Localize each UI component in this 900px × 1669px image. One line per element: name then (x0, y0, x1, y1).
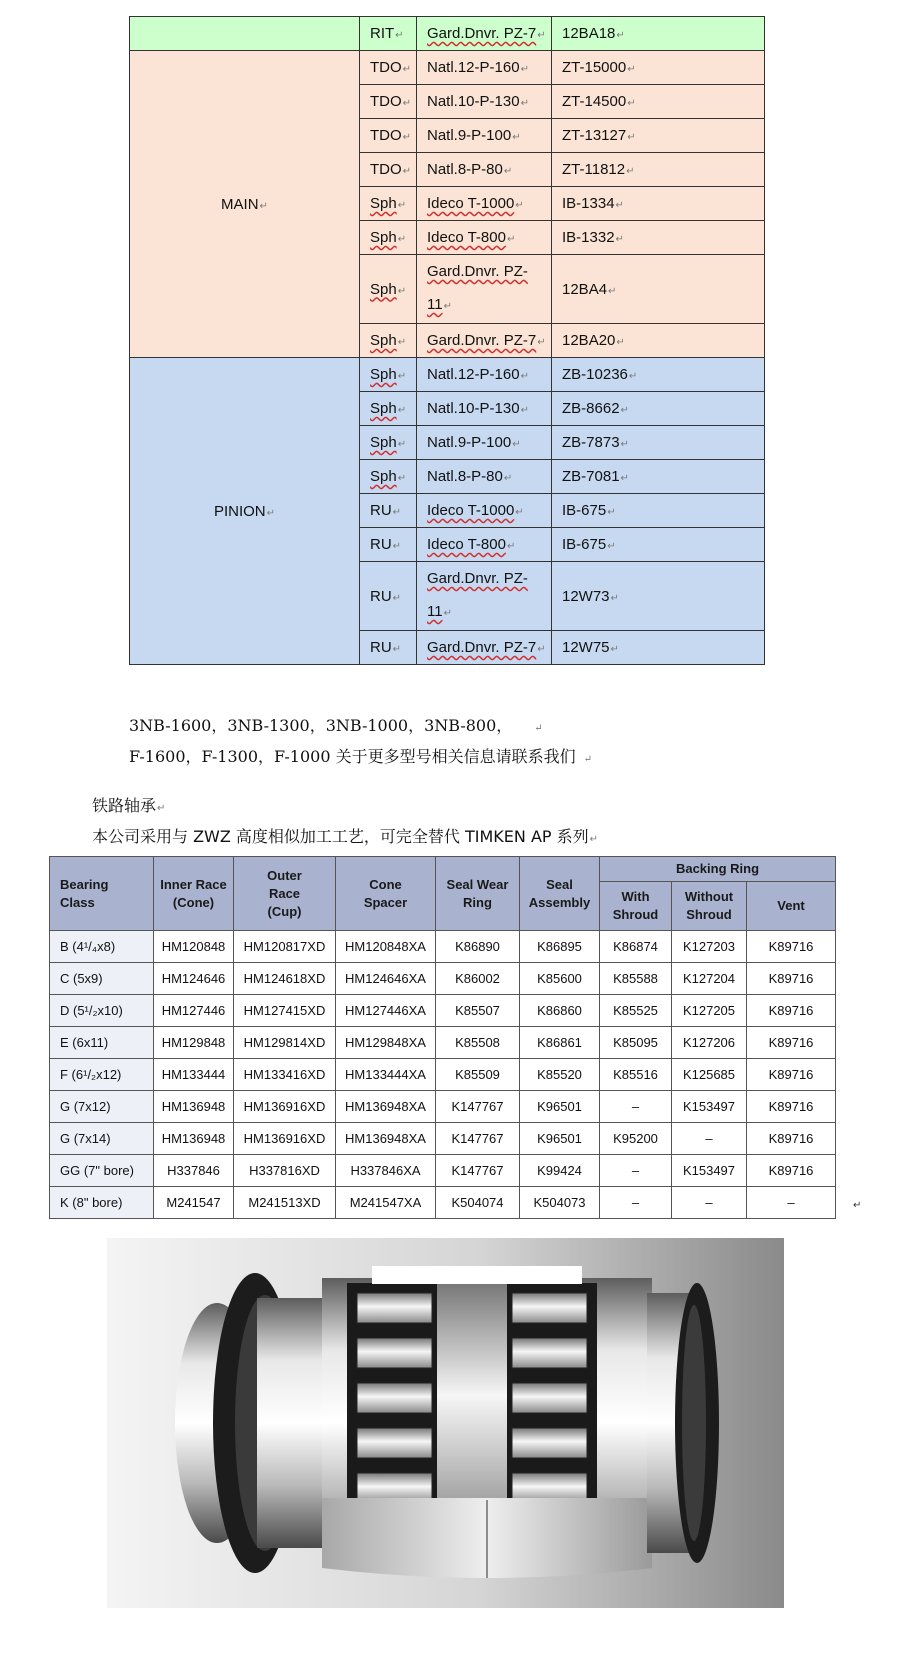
part-number-cell: K89716 (747, 1027, 836, 1059)
part-number-cell: IB-1334↵ (552, 187, 765, 221)
type-text: RU (370, 536, 392, 553)
part-number-cell: K85516 (600, 1059, 672, 1091)
rig-model-cell: Natl.10-P-130↵ (417, 392, 552, 426)
model-text: Natl.9-P-100 (427, 434, 512, 451)
bearing-type-cell: RIT↵ (360, 17, 417, 51)
type-text: TDO (370, 161, 402, 178)
part-number-cell: – (600, 1155, 672, 1187)
model-text: Natl.8-P-80 (427, 161, 503, 178)
header-vent (747, 882, 836, 931)
bearing-type-cell: RU↵ (360, 631, 417, 665)
rig-model-cell: Natl.8-P-80↵ (417, 153, 552, 187)
part-number-cell: M241513XD (234, 1187, 336, 1219)
model-text: Natl.9-P-100 (427, 127, 512, 144)
part-number-cell: HM124618XD (234, 963, 336, 995)
header-text: Bearing Class (60, 876, 109, 910)
part-text: ZB-7081 (562, 468, 620, 485)
model-text: Gard.Dnvr. PZ-7 (427, 639, 537, 656)
part-number-cell: K96501 (520, 1123, 600, 1155)
bearing-type-cell: Sph↵ (360, 460, 417, 494)
header-seal-assembly (520, 857, 600, 931)
part-number-cell: K89716 (747, 995, 836, 1027)
header-text: Outer Race (Cup) (267, 867, 302, 919)
part-number-cell: K85520 (520, 1059, 600, 1091)
header-outer-race (234, 857, 336, 931)
header-text: Cone Spacer (363, 876, 408, 910)
part-number-cell: K96501 (520, 1091, 600, 1123)
bearing-class-cell: D (5¹/₂x10) (50, 995, 154, 1027)
part-text: ZB-7873 (562, 434, 620, 451)
part-number-cell: K95200 (600, 1123, 672, 1155)
part-number-cell: K85507 (436, 995, 520, 1027)
bearing-class-cell: GG (7" bore) (50, 1155, 154, 1187)
rig-model-cell: Gard.Dnvr. PZ-11↵ (417, 562, 552, 631)
part-number-cell: K89716 (747, 1091, 836, 1123)
part-number-cell: – (747, 1187, 836, 1219)
bearing-type-cell: TDO↵ (360, 85, 417, 119)
part-number-cell: K86890 (436, 931, 520, 963)
part-number-cell: HM124646XA (336, 963, 436, 995)
part-number-cell: K89716 (747, 931, 836, 963)
part-text: IB-675 (562, 536, 607, 553)
part-number-cell: HM136948XA (336, 1123, 436, 1155)
table-row (50, 931, 836, 963)
table-row (130, 17, 765, 51)
part-number-cell: IB-1332↵ (552, 221, 765, 255)
group-label-main: MAIN↵ (130, 51, 360, 358)
part-number-cell: 12W73↵ (552, 562, 765, 631)
rig-model-cell: Natl.10-P-130↵ (417, 85, 552, 119)
rig-model-cell: Gard.Dnvr. PZ-7↵ (417, 324, 552, 358)
part-number-cell: K125685 (672, 1059, 747, 1091)
model-text: Natl.10-P-130 (427, 400, 520, 417)
type-text: Sph (370, 332, 397, 349)
part-number-cell: K153497 (672, 1155, 747, 1187)
rig-model-cell: Gard.Dnvr. PZ-7↵ (417, 631, 552, 665)
bearing-type-cell: Sph↵ (360, 187, 417, 221)
part-number-cell: K127204 (672, 963, 747, 995)
part-number-cell: K86860 (520, 995, 600, 1027)
type-text: TDO (370, 59, 402, 76)
model-text: Gard.Dnvr. PZ-11 (427, 570, 528, 620)
group-label-pinion: PINION↵ (130, 358, 360, 665)
model-text: Ideco T-1000 (427, 195, 515, 212)
table-row (50, 1187, 836, 1219)
part-number-cell: HM136916XD (234, 1091, 336, 1123)
type-text: Sph (370, 280, 397, 298)
part-number-cell: K85600 (520, 963, 600, 995)
rig-model-cell: Natl.9-P-100↵ (417, 119, 552, 153)
part-number-cell: 12BA18↵ (552, 17, 765, 51)
bearing-model-table (129, 16, 765, 665)
part-number-cell: M241547XA (336, 1187, 436, 1219)
bearing-type-cell: Sph↵ (360, 324, 417, 358)
bearing-type-cell: TDO↵ (360, 153, 417, 187)
bearing-type-cell: RU↵ (360, 562, 417, 631)
part-number-cell: H337846 (154, 1155, 234, 1187)
part-number-cell: K89716 (747, 1155, 836, 1187)
part-number-cell: K153497 (672, 1091, 747, 1123)
header-cone-spacer (336, 857, 436, 931)
table-row (130, 358, 765, 392)
bearing-type-cell: TDO↵ (360, 119, 417, 153)
part-number-cell: M241547 (154, 1187, 234, 1219)
section-description: 本公司采用与 ZWZ 高度相似加工工艺，可完全替代 TIMKEN AP 系列↵ (92, 827, 599, 846)
type-text: TDO (370, 93, 402, 110)
rig-model-cell: Gard.Dnvr. PZ-7↵ (417, 17, 552, 51)
bearing-type-cell: Sph↵ (360, 392, 417, 426)
part-text: ZT-11812 (562, 161, 626, 178)
railway-bearing-photo (107, 1238, 784, 1608)
rig-model-cell: Ideco T-1000↵ (417, 494, 552, 528)
model-text: Gard.Dnvr. PZ-11 (427, 263, 528, 313)
header-backing-ring: Backing Ring (600, 857, 836, 882)
bearing-class-cell: B (4¹/₄x8) (50, 931, 154, 963)
table-row (50, 995, 836, 1027)
table-row (50, 1091, 836, 1123)
part-number-cell: K85509 (436, 1059, 520, 1091)
part-number-cell: K127205 (672, 995, 747, 1027)
part-number-cell: K86861 (520, 1027, 600, 1059)
part-text: IB-1332 (562, 229, 615, 246)
part-number-cell: IB-675↵ (552, 528, 765, 562)
bearing-type-cell: Sph↵ (360, 255, 417, 324)
bearing-type-cell: RU↵ (360, 528, 417, 562)
part-number-cell: HM129814XD (234, 1027, 336, 1059)
part-number-cell: K127203 (672, 931, 747, 963)
model-text: Ideco T-800 (427, 536, 506, 553)
table-row (50, 1027, 836, 1059)
header-text: With Shroud (612, 889, 659, 922)
bearing-type-cell: Sph↵ (360, 426, 417, 460)
part-text: ZT-15000 (562, 59, 627, 76)
model-text: Ideco T-1000 (427, 502, 515, 519)
part-number-cell: HM136948XA (336, 1091, 436, 1123)
part-text: 12BA20 (562, 332, 616, 349)
part-number-cell: 12W75↵ (552, 631, 765, 665)
model-text: Gard.Dnvr. PZ-7 (427, 25, 537, 42)
part-number-cell: HM120848XA (336, 931, 436, 963)
part-number-cell: HM127446 (154, 995, 234, 1027)
part-text: ZB-8662 (562, 400, 620, 417)
type-text: RIT (370, 25, 395, 42)
part-number-cell: HM136948 (154, 1091, 234, 1123)
part-number-cell: K86874 (600, 931, 672, 963)
rig-model-cell: Gard.Dnvr. PZ-11↵ (417, 255, 552, 324)
bearing-class-cell: G (7x14) (50, 1123, 154, 1155)
part-text: 12W73 (562, 587, 610, 605)
part-number-cell: K504074 (436, 1187, 520, 1219)
part-number-cell: HM136948 (154, 1123, 234, 1155)
bearing-class-cell: E (6x11) (50, 1027, 154, 1059)
rig-model-cell: Natl.12-P-160↵ (417, 358, 552, 392)
part-number-cell: K85525 (600, 995, 672, 1027)
part-number-cell: K85508 (436, 1027, 520, 1059)
type-text: RU (370, 587, 392, 605)
part-number-cell: ZT-13127↵ (552, 119, 765, 153)
part-number-cell: K147767 (436, 1155, 520, 1187)
part-number-cell: – (672, 1123, 747, 1155)
bearing-class-cell: C (5x9) (50, 963, 154, 995)
part-number-cell: ZB-8662↵ (552, 392, 765, 426)
rig-model-cell: Natl.8-P-80↵ (417, 460, 552, 494)
type-text: Sph (370, 229, 397, 246)
header-seal-wear-ring (436, 857, 520, 931)
part-number-cell: – (672, 1187, 747, 1219)
section-heading: 铁路轴承↵ (92, 796, 166, 815)
part-text: ZT-13127 (562, 127, 627, 144)
part-number-cell: K127206 (672, 1027, 747, 1059)
type-text: TDO (370, 127, 402, 144)
part-number-cell: K85588 (600, 963, 672, 995)
bearing-type-cell: TDO↵ (360, 51, 417, 85)
group-name: MAIN (221, 195, 259, 213)
header-text: Vent (777, 898, 805, 913)
part-number-cell: H337846XA (336, 1155, 436, 1187)
part-number-cell: K147767 (436, 1123, 520, 1155)
part-number-cell: HM133416XD (234, 1059, 336, 1091)
part-text: 12BA18 (562, 25, 616, 42)
part-number-cell: K89716 (747, 1059, 836, 1091)
type-text: RU (370, 502, 392, 519)
bearing-type-cell: Sph↵ (360, 358, 417, 392)
model-text: Natl.8-P-80 (427, 468, 503, 485)
part-number-cell: HM133444 (154, 1059, 234, 1091)
part-number-cell: ZB-7081↵ (552, 460, 765, 494)
part-number-cell: ZT-11812↵ (552, 153, 765, 187)
type-text: RU (370, 639, 392, 656)
bearing-type-cell: RU↵ (360, 494, 417, 528)
part-number-cell: HM120848 (154, 931, 234, 963)
part-number-cell: HM133444XA (336, 1059, 436, 1091)
table-row (50, 963, 836, 995)
rig-model-cell: Ideco T-1000↵ (417, 187, 552, 221)
header-bearing-class (50, 857, 154, 931)
header-text: Inner Race (Cone) (160, 876, 227, 910)
type-text: Sph (370, 434, 397, 451)
rig-model-cell: Ideco T-800↵ (417, 221, 552, 255)
part-number-cell: K99424 (520, 1155, 600, 1187)
part-number-cell: HM124646 (154, 963, 234, 995)
header-text: Seal Wear Ring (446, 876, 509, 910)
part-text: ZT-14500 (562, 93, 627, 110)
type-text: Sph (370, 366, 397, 383)
header-inner-race (154, 857, 234, 931)
rig-model-cell: Natl.12-P-160↵ (417, 51, 552, 85)
type-text: Sph (370, 400, 397, 417)
rig-model-cell: Ideco T-800↵ (417, 528, 552, 562)
part-number-cell: HM127415XD (234, 995, 336, 1027)
rig-model-cell: Natl.9-P-100↵ (417, 426, 552, 460)
model-text: Ideco T-800 (427, 229, 506, 246)
part-number-cell: K86895 (520, 931, 600, 963)
model-list-line-2: F-1600，F-1300，F-1000 关于更多型号相关信息请联系我们 ↵ (129, 747, 593, 766)
header-text: Seal Assembly (528, 876, 591, 910)
part-number-cell: HM129848 (154, 1027, 234, 1059)
header-with-shroud (600, 882, 672, 931)
part-number-cell: HM127446XA (336, 995, 436, 1027)
part-number-cell: HM129848XA (336, 1027, 436, 1059)
bearing-class-cell: K (8" bore) (50, 1187, 154, 1219)
part-number-cell: – (600, 1091, 672, 1123)
header-without-shroud (672, 882, 747, 931)
part-number-cell: ZB-10236↵ (552, 358, 765, 392)
header-text: Without Shroud (684, 889, 734, 922)
group-name: PINION (213, 502, 266, 520)
part-number-cell: HM136916XD (234, 1123, 336, 1155)
table-row (50, 1059, 836, 1091)
table-row (130, 51, 765, 85)
part-number-cell: 12BA20↵ (552, 324, 765, 358)
part-number-cell: K89716 (747, 1123, 836, 1155)
table-row (50, 1123, 836, 1155)
part-number-cell: HM120817XD (234, 931, 336, 963)
table-row (50, 1155, 836, 1187)
part-number-cell: H337816XD (234, 1155, 336, 1187)
model-text: Gard.Dnvr. PZ-7 (427, 332, 537, 349)
part-number-cell: IB-675↵ (552, 494, 765, 528)
model-text: Natl.12-P-160 (427, 366, 520, 383)
type-text: Sph (370, 468, 397, 485)
bearing-class-cell: G (7x12) (50, 1091, 154, 1123)
part-text: ZB-10236 (562, 366, 628, 383)
part-number-cell: ZB-7873↵ (552, 426, 765, 460)
part-number-cell: K85095 (600, 1027, 672, 1059)
part-text: 12W75 (562, 639, 610, 656)
railway-bearing-table (49, 856, 836, 1219)
part-number-cell: K147767 (436, 1091, 520, 1123)
bearing-class-cell: F (6¹/₂x12) (50, 1059, 154, 1091)
bearing-type-cell: Sph↵ (360, 221, 417, 255)
group-cell-empty (130, 17, 360, 51)
part-number-cell: ZT-14500↵ (552, 85, 765, 119)
part-number-cell: K504073 (520, 1187, 600, 1219)
part-text: IB-1334 (562, 195, 615, 212)
part-number-cell: – (600, 1187, 672, 1219)
model-text: Natl.10-P-130 (427, 93, 520, 110)
part-text: 12BA4 (562, 280, 608, 298)
part-number-cell: ZT-15000↵ (552, 51, 765, 85)
part-number-cell: 12BA4↵ (552, 255, 765, 324)
model-text: Natl.12-P-160 (427, 59, 520, 76)
model-list-line-1: 3NB-1600，3NB-1300，3NB-1000，3NB-800， ↵ (129, 716, 543, 735)
part-number-cell: K89716 (747, 963, 836, 995)
part-text: IB-675 (562, 502, 607, 519)
part-number-cell: K86002 (436, 963, 520, 995)
type-text: Sph (370, 195, 397, 212)
